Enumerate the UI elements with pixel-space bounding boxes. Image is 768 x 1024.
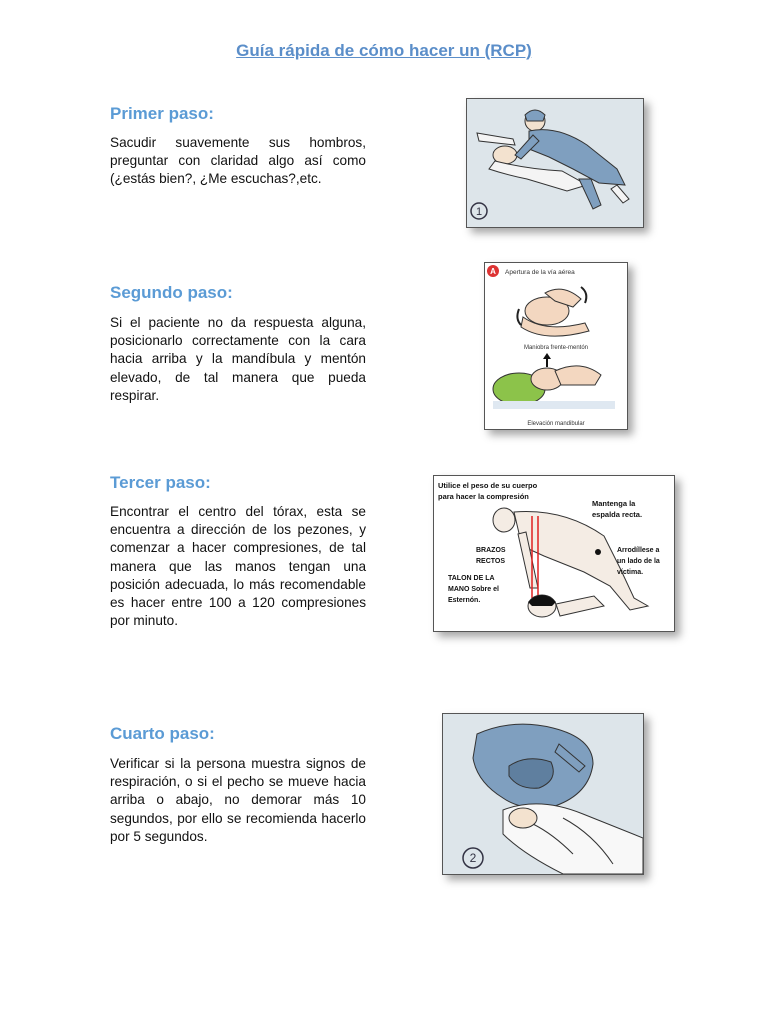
step-3-drawing bbox=[434, 476, 674, 631]
step-3-label-arms-2: RECTOS bbox=[476, 558, 506, 565]
step-3-label-arms-1: BRAZOS bbox=[476, 547, 506, 554]
step-2-illustration bbox=[484, 262, 628, 430]
step-2-caption-mid: Maniobra frente-mentón bbox=[523, 345, 589, 351]
step-2-text: Si el paciente no da respuesta alguna, posicionarlo correctamente con la cara hacia arriba y la mandíbula y mentón elevado, de tal manera que pueda respirar. bbox=[110, 315, 366, 403]
step-2-caption-bottom: Elevación mandibular bbox=[527, 421, 585, 427]
step-1-illustration bbox=[466, 98, 644, 228]
step-4-illustration bbox=[442, 713, 644, 875]
step-1-heading: Primer paso: bbox=[110, 104, 214, 123]
step-3-label-heel-1: TALON DE LA bbox=[448, 575, 495, 582]
step-2-caption-top: Apertura de la vía aérea bbox=[505, 269, 575, 276]
step-1-badge: 1 bbox=[475, 206, 483, 218]
page-title: Guía rápida de cómo hacer un (RCP) bbox=[236, 41, 532, 60]
step-3-label-weight-1: Utilice el peso de su cuerpo bbox=[438, 481, 538, 490]
step-4-heading: Cuarto paso: bbox=[110, 724, 215, 743]
step-3-label-kneel-3: víctima. bbox=[617, 569, 644, 576]
step-2-heading: Segundo paso: bbox=[110, 283, 233, 302]
step-4-text: Verificar si la persona muestra signos de respiración, o si el pecho se mueve hacia arriba o abajo, no demorar más 10 segundos, por ello se recomienda hacerlo por 5 segundos. bbox=[110, 756, 366, 844]
step-4-badge: 2 bbox=[469, 851, 477, 865]
step-1-text: Sacudir suavemente sus hombros, preguntar con claridad algo así como (¿estás bien?, ¿Me escuchas?,etc. bbox=[110, 135, 366, 187]
step-1-drawing bbox=[467, 99, 643, 227]
step-2-drawing bbox=[485, 263, 627, 429]
step-3-label-kneel-2: un lado de la bbox=[617, 558, 660, 565]
step-3-illustration bbox=[433, 475, 675, 632]
step-3-label-back-1: Mantenga la bbox=[592, 499, 636, 508]
step-4-drawing bbox=[443, 714, 643, 874]
step-2-badge: A bbox=[490, 267, 496, 276]
step-3-heading: Tercer paso: bbox=[110, 473, 211, 492]
step-3-label-kneel-1: Arrodíllese a bbox=[617, 547, 660, 554]
step-3-label-heel-3: Esternón. bbox=[448, 597, 481, 604]
step-3-label-back-2: espalda recta. bbox=[592, 510, 643, 519]
step-3-label-heel-2: MANO Sobre el bbox=[448, 586, 499, 593]
step-3-text: Encontrar el centro del tórax, esta se encuentra a dirección de los pezones, y comenzar a hacer compresiones, de tal manera que las manos tengan una posición adecuada, lo más recomendable es hacer entre 100 a 120 compresiones por minuto. bbox=[110, 504, 366, 629]
step-3-label-weight-2: para hacer la compresión bbox=[438, 492, 529, 501]
